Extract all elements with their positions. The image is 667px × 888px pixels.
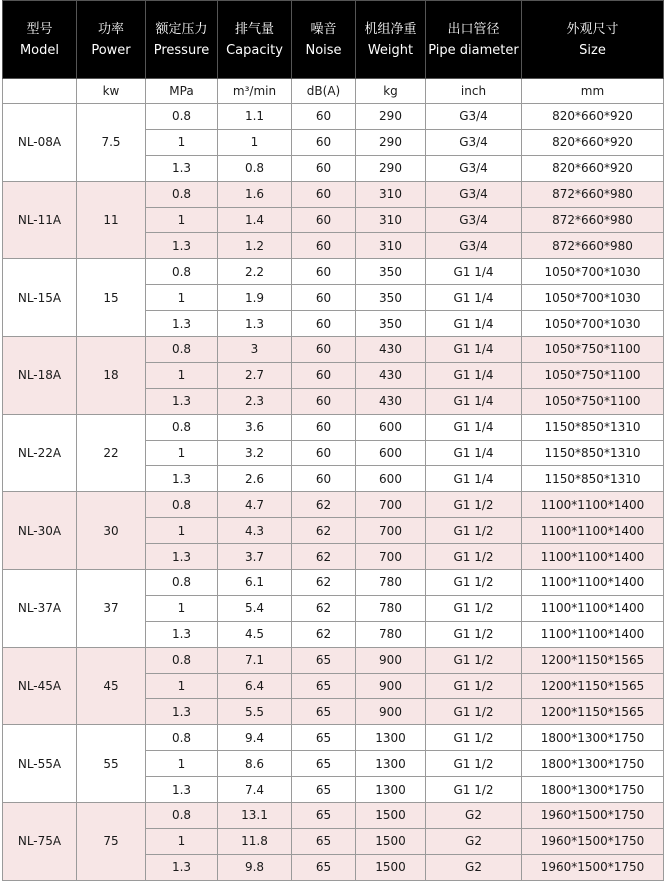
capacity-cell: 2.2 [218, 259, 292, 285]
capacity-cell: 11.8 [218, 828, 292, 854]
power-cell: 18 [77, 337, 146, 415]
size-cell: 1100*1100*1400 [522, 595, 664, 621]
header-row [3, 1, 664, 79]
header-pressure: 额定压力 Pressure [146, 1, 218, 79]
power-cell: 45 [77, 647, 146, 725]
weight-cell: 900 [356, 699, 426, 725]
size-cell: 1100*1100*1400 [522, 621, 664, 647]
table-row [3, 647, 664, 673]
noise-cell: 60 [292, 337, 356, 363]
noise-cell: 62 [292, 621, 356, 647]
compressor-spec-table [2, 0, 664, 881]
pressure-cell: 1.3 [146, 388, 218, 414]
weight-cell: 600 [356, 466, 426, 492]
model-cell: NL-45A [3, 647, 77, 725]
pipe-cell: G2 [426, 854, 522, 880]
pipe-cell: G1 1/2 [426, 673, 522, 699]
pressure-cell: 1.3 [146, 621, 218, 647]
pipe-cell: G1 1/2 [426, 647, 522, 673]
pressure-cell: 1.3 [146, 466, 218, 492]
capacity-cell: 1 [218, 129, 292, 155]
capacity-cell: 1.2 [218, 233, 292, 259]
noise-cell: 60 [292, 129, 356, 155]
noise-cell: 65 [292, 803, 356, 829]
pipe-cell: G3/4 [426, 181, 522, 207]
unit-pipe-diameter: inch [426, 79, 522, 104]
capacity-cell: 0.8 [218, 155, 292, 181]
header-pipe-diameter: 出口管径 Pipe diameter [426, 1, 522, 79]
weight-cell: 350 [356, 259, 426, 285]
size-cell: 872*660*980 [522, 181, 664, 207]
size-cell: 1100*1100*1400 [522, 518, 664, 544]
unit-noise: dB(A) [292, 79, 356, 104]
pipe-cell: G3/4 [426, 104, 522, 130]
noise-cell: 60 [292, 207, 356, 233]
noise-cell: 60 [292, 311, 356, 337]
noise-cell: 62 [292, 595, 356, 621]
header-size: 外观尺寸 Size [522, 1, 664, 79]
noise-cell: 65 [292, 647, 356, 673]
weight-cell: 430 [356, 337, 426, 363]
model-cell: NL-18A [3, 337, 77, 415]
noise-cell: 65 [292, 699, 356, 725]
pressure-cell: 1 [146, 285, 218, 311]
noise-cell: 60 [292, 233, 356, 259]
pipe-cell: G1 1/2 [426, 751, 522, 777]
capacity-cell: 13.1 [218, 803, 292, 829]
capacity-cell: 2.6 [218, 466, 292, 492]
size-cell: 1960*1500*1750 [522, 803, 664, 829]
pressure-cell: 0.8 [146, 492, 218, 518]
size-cell: 1150*850*1310 [522, 466, 664, 492]
noise-cell: 60 [292, 181, 356, 207]
capacity-cell: 4.5 [218, 621, 292, 647]
model-cell: NL-15A [3, 259, 77, 337]
pipe-cell: G1 1/2 [426, 544, 522, 570]
noise-cell: 65 [292, 725, 356, 751]
unit-capacity: m³/min [218, 79, 292, 104]
pressure-cell: 0.8 [146, 803, 218, 829]
capacity-cell: 2.7 [218, 362, 292, 388]
pipe-cell: G2 [426, 828, 522, 854]
weight-cell: 430 [356, 388, 426, 414]
header-model: 型号 Model [3, 1, 77, 79]
pressure-cell: 1.3 [146, 233, 218, 259]
model-cell: NL-37A [3, 570, 77, 648]
pressure-cell: 1.3 [146, 155, 218, 181]
size-cell: 1100*1100*1400 [522, 544, 664, 570]
pressure-cell: 1.3 [146, 854, 218, 880]
noise-cell: 65 [292, 673, 356, 699]
weight-cell: 700 [356, 544, 426, 570]
model-cell: NL-08A [3, 104, 77, 182]
capacity-cell: 3.6 [218, 414, 292, 440]
table-row [3, 570, 664, 596]
pressure-cell: 0.8 [146, 570, 218, 596]
header-noise: 噪音 Noise [292, 1, 356, 79]
pressure-cell: 1 [146, 518, 218, 544]
capacity-cell: 7.1 [218, 647, 292, 673]
size-cell: 1050*750*1100 [522, 362, 664, 388]
pressure-cell: 0.8 [146, 414, 218, 440]
capacity-cell: 3.2 [218, 440, 292, 466]
header-weight: 机组净重 Weight [356, 1, 426, 79]
pressure-cell: 1.3 [146, 777, 218, 803]
size-cell: 1960*1500*1750 [522, 828, 664, 854]
weight-cell: 1500 [356, 828, 426, 854]
weight-cell: 350 [356, 311, 426, 337]
size-cell: 1800*1300*1750 [522, 751, 664, 777]
model-cell: NL-11A [3, 181, 77, 259]
pipe-cell: G3/4 [426, 129, 522, 155]
power-cell: 11 [77, 181, 146, 259]
power-cell: 37 [77, 570, 146, 648]
table-body [3, 104, 664, 881]
capacity-cell: 5.4 [218, 595, 292, 621]
capacity-cell: 4.7 [218, 492, 292, 518]
capacity-cell: 1.6 [218, 181, 292, 207]
table-row [3, 803, 664, 829]
model-cell: NL-55A [3, 725, 77, 803]
noise-cell: 62 [292, 492, 356, 518]
noise-cell: 60 [292, 155, 356, 181]
size-cell: 1960*1500*1750 [522, 854, 664, 880]
model-cell: NL-75A [3, 803, 77, 881]
power-cell: 15 [77, 259, 146, 337]
power-cell: 22 [77, 414, 146, 492]
table-row [3, 414, 664, 440]
table-row [3, 337, 664, 363]
size-cell: 1800*1300*1750 [522, 777, 664, 803]
capacity-cell: 6.1 [218, 570, 292, 596]
pipe-cell: G1 1/2 [426, 777, 522, 803]
noise-cell: 65 [292, 751, 356, 777]
noise-cell: 62 [292, 518, 356, 544]
size-cell: 1150*850*1310 [522, 414, 664, 440]
pipe-cell: G1 1/4 [426, 466, 522, 492]
pressure-cell: 0.8 [146, 337, 218, 363]
pressure-cell: 1 [146, 828, 218, 854]
weight-cell: 900 [356, 673, 426, 699]
weight-cell: 1300 [356, 777, 426, 803]
capacity-cell: 5.5 [218, 699, 292, 725]
weight-cell: 310 [356, 207, 426, 233]
weight-cell: 310 [356, 233, 426, 259]
size-cell: 1050*700*1030 [522, 259, 664, 285]
weight-cell: 600 [356, 414, 426, 440]
pipe-cell: G1 1/4 [426, 440, 522, 466]
weight-cell: 290 [356, 104, 426, 130]
pipe-cell: G1 1/2 [426, 725, 522, 751]
size-cell: 1050*750*1100 [522, 388, 664, 414]
pipe-cell: G1 1/4 [426, 414, 522, 440]
size-cell: 1050*750*1100 [522, 337, 664, 363]
pipe-cell: G1 1/2 [426, 492, 522, 518]
noise-cell: 60 [292, 414, 356, 440]
table-row [3, 259, 664, 285]
capacity-cell: 6.4 [218, 673, 292, 699]
unit-row [3, 79, 664, 104]
capacity-cell: 1.1 [218, 104, 292, 130]
table-row [3, 181, 664, 207]
pipe-cell: G3/4 [426, 233, 522, 259]
noise-cell: 60 [292, 104, 356, 130]
noise-cell: 60 [292, 259, 356, 285]
header-capacity: 排气量 Capacity [218, 1, 292, 79]
pressure-cell: 1 [146, 440, 218, 466]
pipe-cell: G2 [426, 803, 522, 829]
pressure-cell: 1 [146, 673, 218, 699]
unit-model [3, 79, 77, 104]
noise-cell: 65 [292, 777, 356, 803]
weight-cell: 430 [356, 362, 426, 388]
noise-cell: 60 [292, 362, 356, 388]
size-cell: 1150*850*1310 [522, 440, 664, 466]
pipe-cell: G1 1/4 [426, 388, 522, 414]
pipe-cell: G1 1/4 [426, 337, 522, 363]
capacity-cell: 4.3 [218, 518, 292, 544]
pressure-cell: 1 [146, 751, 218, 777]
pipe-cell: G1 1/4 [426, 285, 522, 311]
weight-cell: 700 [356, 518, 426, 544]
size-cell: 872*660*980 [522, 233, 664, 259]
table-row [3, 725, 664, 751]
pressure-cell: 1.3 [146, 544, 218, 570]
unit-weight: kg [356, 79, 426, 104]
pressure-cell: 1.3 [146, 311, 218, 337]
capacity-cell: 3.7 [218, 544, 292, 570]
noise-cell: 60 [292, 466, 356, 492]
weight-cell: 600 [356, 440, 426, 466]
size-cell: 872*660*980 [522, 207, 664, 233]
capacity-cell: 1.3 [218, 311, 292, 337]
size-cell: 820*660*920 [522, 155, 664, 181]
model-cell: NL-30A [3, 492, 77, 570]
pipe-cell: G1 1/2 [426, 518, 522, 544]
pipe-cell: G1 1/2 [426, 595, 522, 621]
pressure-cell: 1.3 [146, 699, 218, 725]
header-power: 功率 Power [77, 1, 146, 79]
capacity-cell: 1.4 [218, 207, 292, 233]
weight-cell: 780 [356, 595, 426, 621]
size-cell: 1800*1300*1750 [522, 725, 664, 751]
power-cell: 30 [77, 492, 146, 570]
size-cell: 820*660*920 [522, 129, 664, 155]
size-cell: 1050*700*1030 [522, 285, 664, 311]
capacity-cell: 8.6 [218, 751, 292, 777]
noise-cell: 60 [292, 388, 356, 414]
pipe-cell: G3/4 [426, 155, 522, 181]
unit-pressure: MPa [146, 79, 218, 104]
noise-cell: 60 [292, 440, 356, 466]
pipe-cell: G1 1/2 [426, 699, 522, 725]
capacity-cell: 1.9 [218, 285, 292, 311]
pressure-cell: 0.8 [146, 259, 218, 285]
size-cell: 1100*1100*1400 [522, 492, 664, 518]
noise-cell: 65 [292, 828, 356, 854]
size-cell: 1100*1100*1400 [522, 570, 664, 596]
weight-cell: 700 [356, 492, 426, 518]
pressure-cell: 1 [146, 129, 218, 155]
model-cell: NL-22A [3, 414, 77, 492]
pressure-cell: 0.8 [146, 647, 218, 673]
pressure-cell: 1 [146, 207, 218, 233]
capacity-cell: 3 [218, 337, 292, 363]
pipe-cell: G1 1/2 [426, 570, 522, 596]
pipe-cell: G1 1/4 [426, 362, 522, 388]
power-cell: 7.5 [77, 104, 146, 182]
weight-cell: 310 [356, 181, 426, 207]
unit-power: kw [77, 79, 146, 104]
capacity-cell: 9.4 [218, 725, 292, 751]
size-cell: 1200*1150*1565 [522, 647, 664, 673]
pressure-cell: 0.8 [146, 725, 218, 751]
weight-cell: 780 [356, 621, 426, 647]
spec-table-wrapper [2, 0, 664, 881]
weight-cell: 1500 [356, 803, 426, 829]
weight-cell: 1500 [356, 854, 426, 880]
weight-cell: 900 [356, 647, 426, 673]
noise-cell: 60 [292, 285, 356, 311]
size-cell: 1200*1150*1565 [522, 673, 664, 699]
pressure-cell: 0.8 [146, 181, 218, 207]
noise-cell: 62 [292, 544, 356, 570]
capacity-cell: 2.3 [218, 388, 292, 414]
pipe-cell: G1 1/4 [426, 311, 522, 337]
table-row [3, 104, 664, 130]
power-cell: 55 [77, 725, 146, 803]
pressure-cell: 1 [146, 362, 218, 388]
power-cell: 75 [77, 803, 146, 881]
capacity-cell: 7.4 [218, 777, 292, 803]
weight-cell: 1300 [356, 751, 426, 777]
size-cell: 1050*700*1030 [522, 311, 664, 337]
weight-cell: 350 [356, 285, 426, 311]
pipe-cell: G1 1/4 [426, 259, 522, 285]
pipe-cell: G3/4 [426, 207, 522, 233]
weight-cell: 290 [356, 129, 426, 155]
capacity-cell: 9.8 [218, 854, 292, 880]
table-row [3, 492, 664, 518]
pipe-cell: G1 1/2 [426, 621, 522, 647]
weight-cell: 290 [356, 155, 426, 181]
pressure-cell: 0.8 [146, 104, 218, 130]
pressure-cell: 1 [146, 595, 218, 621]
size-cell: 1200*1150*1565 [522, 699, 664, 725]
unit-size: mm [522, 79, 664, 104]
noise-cell: 65 [292, 854, 356, 880]
weight-cell: 1300 [356, 725, 426, 751]
size-cell: 820*660*920 [522, 104, 664, 130]
noise-cell: 62 [292, 570, 356, 596]
weight-cell: 780 [356, 570, 426, 596]
